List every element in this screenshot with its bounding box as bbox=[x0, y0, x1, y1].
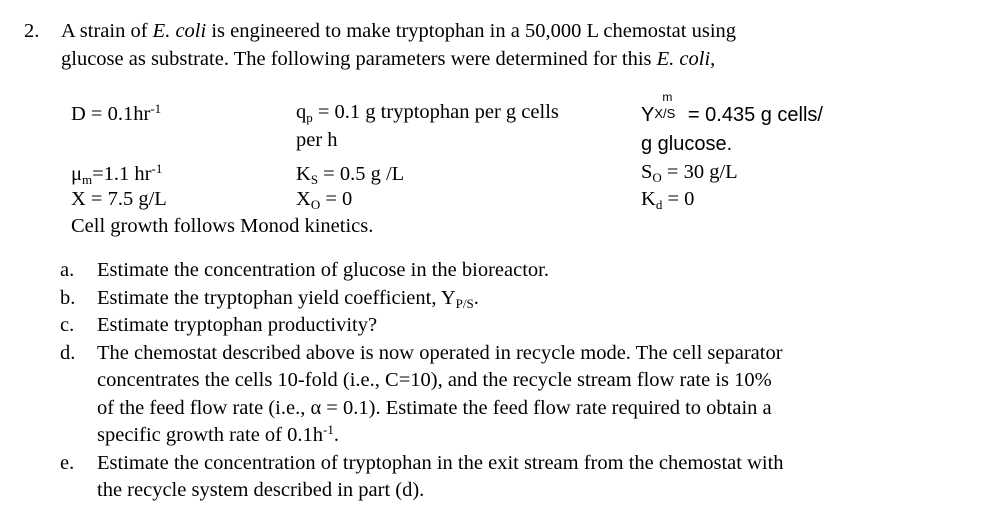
param-ks: $K_S = 0.5$ g /L bbox=[296, 163, 405, 187]
param-dilution-rate: $D = 0.1hr^{-1}$ bbox=[71, 101, 162, 125]
sub-question-a: a. Estimate the concentration of glucose in the bioreactor. bbox=[60, 259, 549, 281]
param-biomass: X = 7.5 g/L bbox=[71, 188, 167, 210]
param-qp: $q_p = 0.1$ g tryptophan per g cells bbox=[296, 101, 559, 125]
param-yield-max: Y m X/S = 0.435 g cells/ bbox=[641, 90, 823, 126]
intro-line-2: glucose as substrate. The following parameters were determined for this E. coli, bbox=[61, 48, 716, 70]
monod-statement: Cell growth follows Monod kinetics. bbox=[71, 215, 374, 237]
sub-question-list bbox=[60, 257, 960, 505]
sub-question-b: b. Estimate the tryptophan yield coefficient, $Y_{P/S}$. bbox=[60, 286, 479, 311]
param-yield-unit: g glucose. bbox=[641, 133, 733, 155]
param-xo: $X_O = 0$ bbox=[296, 188, 353, 212]
sub-question-d: d. The chemostat described above is now operated in recycle mode. The cell separator concentrates the cells 10-fold (i.e., C=10), and the recycle stream flow rate is 10% of the feed flow rate (i.e., α = 0.1). Estimate the feed flow rate required to obtain a specific growth rate of $0.1h^{-1}$. bbox=[60, 341, 783, 446]
sub-question-e: e. Estimate the concentration of tryptophan in the exit stream from the chemostat with the recycle system described in part (d). bbox=[60, 451, 784, 501]
intro-line-1: A strain of E. coli is engineered to make tryptophan in a 50,000 L chemostat using bbox=[61, 20, 737, 42]
organism-name: E. coli bbox=[152, 20, 207, 42]
sub-question-c: c. Estimate tryptophan productivity? bbox=[60, 314, 378, 336]
param-qp-unit: per h bbox=[296, 129, 338, 151]
organism-name: E. coli bbox=[656, 48, 711, 70]
param-mu-max: $\mu_m=1.1$ $hr^{-1}$ bbox=[71, 161, 163, 187]
param-kd: $K_d = 0$ bbox=[641, 188, 695, 212]
question-number: 2. bbox=[24, 20, 40, 42]
param-so: $S_O = 30$ g/L bbox=[641, 161, 738, 185]
